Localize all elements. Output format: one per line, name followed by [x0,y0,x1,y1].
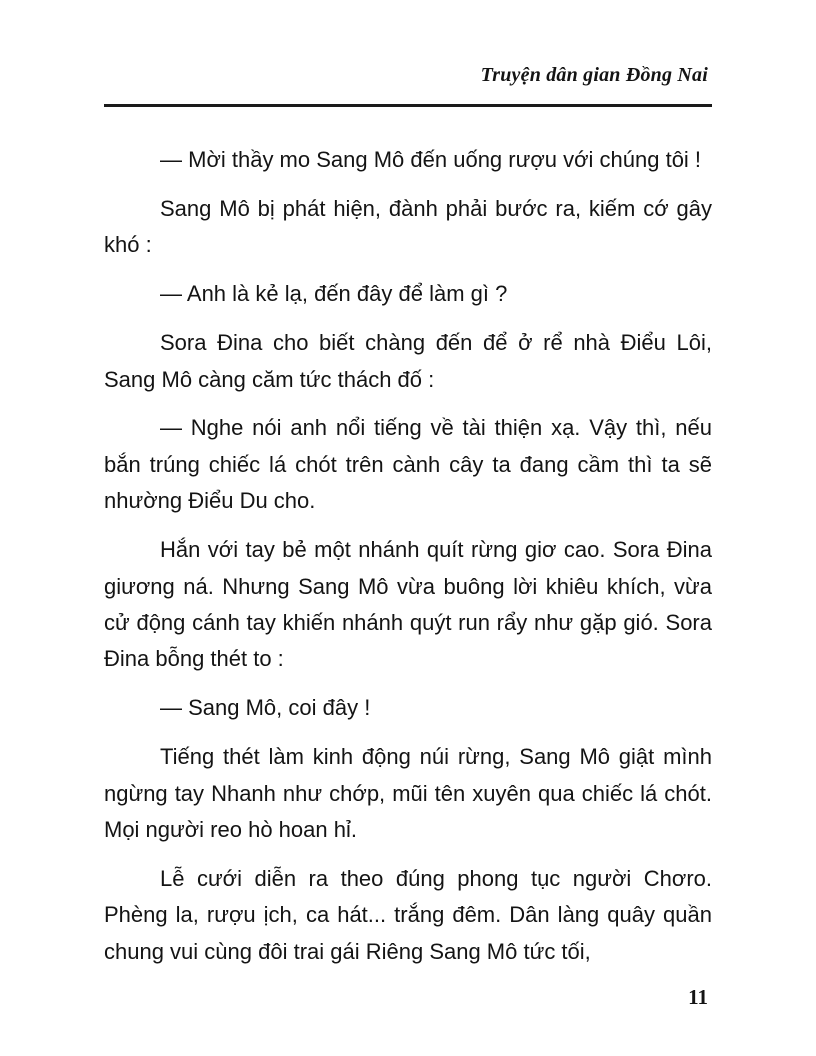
paragraph-5: — Nghe nói anh nổi tiếng về tài thiện xạ. Vậy thì, nếu bắn trúng chiếc lá chót trên cành cây ta đang cầm thì ta sẽ nhường Điểu Du cho. [104,415,712,514]
paragraph-3: — Anh là kẻ lạ, đến đây để làm gì ? [160,281,508,307]
running-header-title: Truyện dân gian Đồng Nai [480,64,708,86]
paragraph-4: Sora Đina cho biết chàng đến để ở rể nhà Điểu Lôi, Sang Mô càng căm tức thách đố : [104,330,712,392]
paragraph-9: Lễ cưới diễn ra theo đúng phong tục người Chơro. Phèng la, rượu ịch, ca hát... trắng đêm. Dân làng quây quần chung vui cùng đôi trai gái Riêng Sang Mô tức tối, [104,865,712,964]
page-number: 11 [688,985,708,1009]
paragraph-1: — Mời thầy mo Sang Mô đến uống rượu với chúng tôi ! [160,147,702,172]
paragraph-8: Tiếng thét làm kinh động núi rừng, Sang Mô giật mình ngừng tay Nhanh như chớp, mũi tên xuyên qua chiếc lá chót. Mọi người reo hò hoan hỉ. [104,744,712,842]
header-divider [104,104,712,107]
page-body [104,142,712,983]
paragraph-7: — Sang Mô, coi đây ! [160,695,371,721]
paragraph-2: Sang Mô bị phát hiện, đành phải bước ra, kiếm cớ gây khó : [104,195,712,258]
paragraph-6: Hắn với tay bẻ một nhánh quít rừng giơ cao. Sora Đina giương ná. Nhưng Sang Mô vừa buông lời khiêu khích, vừa cử động cánh tay khiến nhánh quýt run rẩy như gặp gió. Sora Đina bỗng thét to : [104,537,712,672]
